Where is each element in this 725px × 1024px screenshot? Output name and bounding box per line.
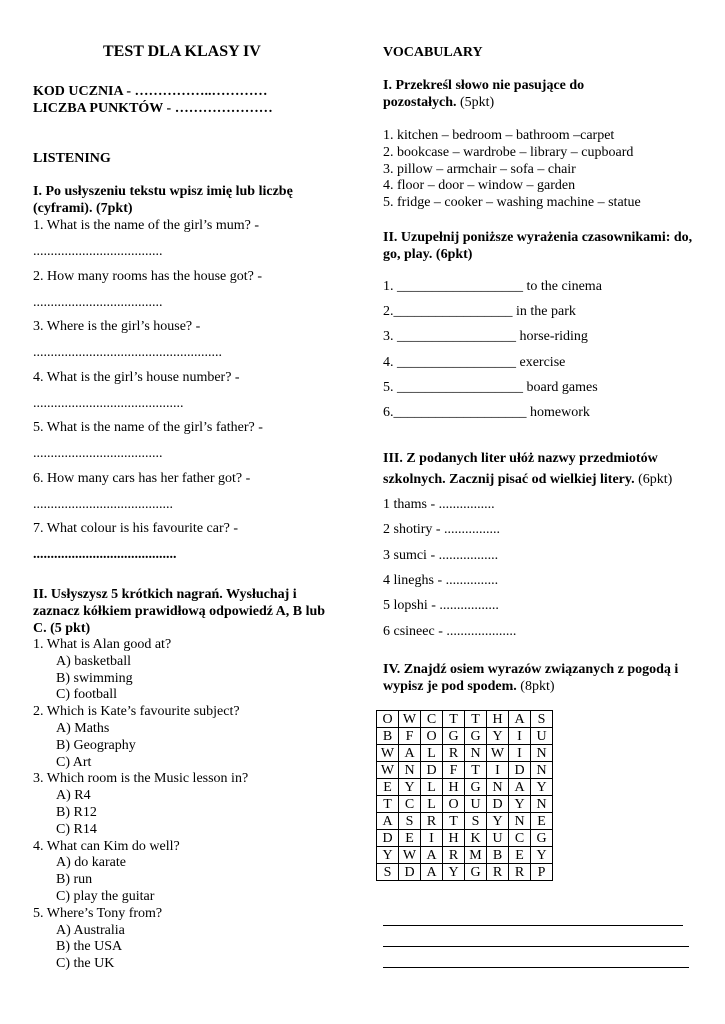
grid-cell[interactable]: S [465,813,487,830]
vocab-part3-points: (6pkt) [638,472,673,487]
answer-blank[interactable]: ......................................... [33,547,177,562]
grid-cell[interactable]: D [509,762,531,779]
question-text: 1. What is Alan good at? [33,637,172,652]
scrambled-word-item[interactable]: 2 shotiry - ................ [383,522,501,537]
grid-cell[interactable]: D [377,830,399,847]
vocab-part3-instruction-line2 [383,472,672,489]
question-text: 7. What colour is his favourite car? - [33,521,239,536]
page-title: TEST DLA KLASY IV [103,43,261,60]
grid-cell[interactable]: T [443,813,465,830]
grid-cell[interactable]: B [377,728,399,745]
points-field: LICZBA PUNKTÓW - ………………… [33,101,273,116]
answer-blank[interactable]: ..................................... [33,295,163,310]
grid-cell[interactable]: A [421,864,443,881]
grid-cell[interactable]: L [421,779,443,796]
answer-line[interactable] [383,967,689,968]
grid-cell[interactable]: U [487,830,509,847]
vocab-part4-points: (8pkt) [520,678,555,694]
answer-option[interactable]: C) Art [56,755,92,770]
answer-option[interactable]: C) football [56,687,118,702]
answer-option[interactable]: A) do karate [56,855,126,870]
answer-blank[interactable]: ..................................... [33,244,163,259]
grid-cell[interactable]: L [421,796,443,813]
vocab-item: 1. kitchen – bedroom – bathroom –carpet [383,128,615,143]
grid-cell[interactable]: Y [399,779,421,796]
grid-cell[interactable]: N [531,745,553,762]
item-number: 2. [383,304,394,319]
grid-cell[interactable]: Y [487,813,509,830]
answer-option[interactable]: B) Geography [56,738,136,753]
word-search-grid [376,710,553,881]
grid-cell[interactable]: R [509,864,531,881]
grid-cell[interactable]: E [509,847,531,864]
scrambled-word-item[interactable]: 1 thams - ................ [383,497,495,512]
grid-cell[interactable]: E [531,813,553,830]
answer-option[interactable]: C) the UK [56,956,115,971]
answer-option[interactable]: C) play the guitar [56,889,155,904]
phrase-text: horse-riding [519,329,588,344]
grid-cell[interactable]: O [377,711,399,728]
question-text: 2. Which is Kate’s favourite subject? [33,704,240,719]
grid-cell[interactable]: C [399,796,421,813]
question-text: 5. What is the name of the girl’s father? - [33,420,263,435]
fill-in-row [383,405,590,422]
grid-cell[interactable]: C [509,830,531,847]
question-text: 3. Where is the girl’s house? - [33,319,201,334]
answer-option[interactable]: C) R14 [56,822,97,837]
grid-row [377,728,553,745]
grid-cell[interactable]: E [399,830,421,847]
question-text: 5. Where’s Tony from? [33,906,163,921]
vocab-part1-points: (5pkt) [460,94,495,110]
grid-cell[interactable]: I [421,830,443,847]
grid-cell[interactable]: H [443,830,465,847]
grid-cell[interactable]: O [421,728,443,745]
answer-option[interactable]: A) Maths [56,721,110,736]
vocab-part1-instruction [383,78,643,112]
grid-cell[interactable]: O [443,796,465,813]
answer-option[interactable]: A) basketball [56,654,132,669]
grid-cell[interactable]: R [443,847,465,864]
grid-cell[interactable]: I [509,728,531,745]
fill-in-blank[interactable]: _________________ [393,329,520,344]
grid-row [377,830,553,847]
grid-cell[interactable]: M [465,847,487,864]
grid-cell[interactable]: A [421,847,443,864]
fill-in-row [383,329,588,346]
grid-row [377,847,553,864]
grid-cell[interactable]: C [421,711,443,728]
question-text: 3. Which room is the Music lesson in? [33,771,249,786]
grid-cell[interactable]: F [399,728,421,745]
grid-cell[interactable]: Y [377,847,399,864]
scrambled-word-item[interactable]: 3 sumci - ................. [383,548,499,563]
grid-row [377,864,553,881]
fill-in-blank[interactable]: _________________ [393,355,520,370]
grid-cell[interactable]: W [487,745,509,762]
item-number: 1. [383,279,394,294]
answer-option[interactable]: B) the USA [56,939,123,954]
grid-cell[interactable]: A [399,745,421,762]
grid-cell[interactable]: Y [531,779,553,796]
grid-cell[interactable]: D [421,762,443,779]
grid-cell[interactable]: W [377,745,399,762]
scrambled-word-item[interactable]: 6 csineec - .................... [383,624,517,639]
question-text: 1. What is the name of the girl’s mum? - [33,218,260,233]
grid-cell[interactable]: H [443,779,465,796]
grid-cell[interactable]: N [399,762,421,779]
grid-cell[interactable]: Y [443,864,465,881]
grid-cell[interactable]: F [443,762,465,779]
grid-cell[interactable]: L [421,745,443,762]
student-code-field: KOD UCZNIA - ……………..………… [33,84,268,99]
grid-cell[interactable]: G [443,728,465,745]
grid-cell[interactable]: G [531,830,553,847]
grid-cell[interactable]: E [377,779,399,796]
grid-row [377,796,553,813]
answer-blank[interactable]: ........................................... [33,396,184,411]
grid-cell[interactable]: D [487,796,509,813]
grid-cell[interactable]: S [531,711,553,728]
answer-option[interactable]: B) R12 [56,805,97,820]
grid-cell[interactable]: S [377,864,399,881]
grid-cell[interactable]: A [377,813,399,830]
grid-cell[interactable]: A [509,779,531,796]
grid-cell[interactable]: P [531,864,553,881]
grid-row [377,745,553,762]
grid-cell[interactable]: A [509,711,531,728]
vocabulary-heading: VOCABULARY [383,45,483,60]
grid-cell[interactable]: W [377,762,399,779]
vocab-part2-instruction: II. Uzupełnij poniższe wyrażenia czasownikami: do, go, play. (6pkt) [383,230,693,262]
grid-cell[interactable]: R [421,813,443,830]
vocab-item: 2. bookcase – wardrobe – library – cupboard [383,145,634,160]
question-text: 4. What can Kim do well? [33,839,180,854]
question-text: 6. How many cars has her father got? - [33,471,251,486]
scrambled-word-item[interactable]: 4 lineghs - ............... [383,573,499,588]
fill-in-row [383,279,602,296]
vocab-item: 3. pillow – armchair – sofa – chair [383,162,576,177]
grid-cell[interactable]: Y [531,847,553,864]
phrase-text: in the park [516,304,576,319]
item-number: 4. [383,355,394,370]
item-number: 6. [383,405,394,420]
grid-cell[interactable]: U [465,796,487,813]
vocab-item: 5. fridge – cooker – washing machine – statue [383,195,641,210]
listening-part1-instruction: I. Po usłyszeniu tekstu wpisz imię lub liczbę (cyframi). (7pkt) [33,184,293,216]
listening-part2-instruction: II. Usłyszysz 5 krótkich nagrań. Wysłuchaj i zaznacz kółkiem prawidłową odpowiedź A, B lub C. (5 pkt) [33,587,326,636]
answer-option[interactable]: B) swimming [56,671,133,686]
grid-row [377,813,553,830]
grid-cell[interactable]: B [487,847,509,864]
question-text: 2. How many rooms has the house got? - [33,269,263,284]
fill-in-row [383,304,576,321]
answer-option[interactable]: A) Australia [56,923,125,938]
answer-option[interactable]: A) R4 [56,788,91,803]
fill-in-blank[interactable]: ___________________ [393,405,530,420]
fill-in-blank[interactable]: __________________ [393,380,527,395]
phrase-text: exercise [519,355,566,370]
grid-cell[interactable]: D [399,864,421,881]
vocab-part3-instruction-text: szkolnych. Zacznij pisać od wielkiej litery. [383,472,635,487]
grid-cell[interactable]: S [399,813,421,830]
listening-heading: LISTENING [33,151,111,166]
answer-blank[interactable]: ........................................ [33,497,173,512]
grid-cell[interactable]: Y [509,796,531,813]
grid-cell[interactable]: N [509,813,531,830]
fill-in-blank[interactable]: _________________ [393,304,516,319]
scrambled-word-item[interactable]: 5 lopshi - ................. [383,598,499,613]
fill-in-row [383,380,598,397]
vocab-part1-instruction-text: I. Przekreśl słowo nie pasujące do pozostałych. [383,78,585,110]
grid-cell[interactable]: Y [487,728,509,745]
phrase-text: board games [526,380,598,395]
grid-cell[interactable]: G [465,728,487,745]
grid-row [377,711,553,728]
grid-cell[interactable]: T [377,796,399,813]
grid-cell[interactable]: H [487,711,509,728]
grid-cell[interactable]: W [399,711,421,728]
grid-cell[interactable]: N [531,762,553,779]
answer-line[interactable] [383,946,689,947]
grid-cell[interactable]: R [443,745,465,762]
grid-cell[interactable]: K [465,830,487,847]
answer-option[interactable]: B) run [56,872,93,887]
phrase-text: homework [530,405,590,420]
grid-cell[interactable]: I [487,762,509,779]
grid-cell[interactable]: N [531,796,553,813]
vocab-item: 4. floor – door – window – garden [383,178,576,193]
answer-blank[interactable]: ..................................... [33,446,163,461]
question-text: 4. What is the girl’s house number? - [33,370,240,385]
grid-cell[interactable]: W [399,847,421,864]
fill-in-row [383,355,565,372]
answer-blank[interactable]: ...................................................... [33,345,222,360]
item-number: 5. [383,380,394,395]
grid-cell[interactable]: T [465,711,487,728]
grid-cell[interactable]: N [465,745,487,762]
phrase-text: to the cinema [526,279,602,294]
vocab-part3-instruction-line1: III. Z podanych liter ułóż nazwy przedmiotów [383,451,658,466]
grid-cell[interactable]: T [443,711,465,728]
answer-line[interactable] [383,925,683,926]
grid-cell[interactable]: N [487,779,509,796]
grid-cell[interactable]: R [487,864,509,881]
grid-cell[interactable]: G [465,779,487,796]
grid-row [377,779,553,796]
grid-cell[interactable]: I [509,745,531,762]
grid-cell[interactable]: U [531,728,553,745]
vocab-part4-instruction-text: IV. Znajdź osiem wyrazów związanych z pogodą i wypisz je pod spodem. [383,662,679,694]
fill-in-blank[interactable]: __________________ [393,279,527,294]
grid-row [377,762,553,779]
grid-cell[interactable]: G [465,864,487,881]
item-number: 3. [383,329,394,344]
grid-cell[interactable]: T [465,762,487,779]
vocab-part4-instruction [383,662,693,696]
